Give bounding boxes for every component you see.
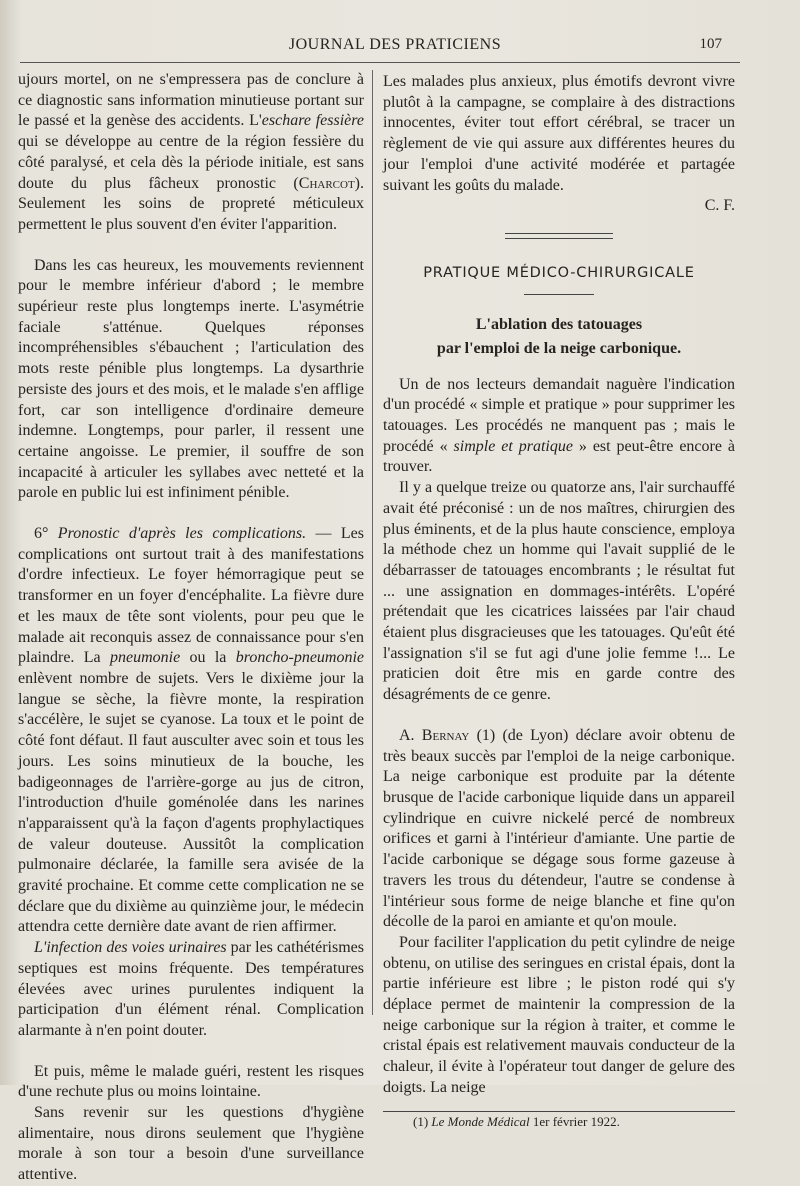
right-column: [383, 72, 735, 1132]
text-run: enlèvent nombre de sujets. Vers le dixième jour la langue se sèche, la fièvre monte, la respiration s'accélère, le sujet se cyanose. La toux et le point de côté font défaut. Il faut ausculter avec soin et tous les jours. Les soins minutieux de la bouche, les badigeonnages de l'arrière-gorge au jus de citron, l'introduction d'huile goménolée dans les narines n'apparaissent qu'à la façon d'agents prophylactiques de valeur douteuse. Aussitôt la complication pulmonaire déclarée, la famille sera avisée de la gravité prochaine. Et comme cette complication ne se déclare que du dixième au quinzième jour, le médecin attendra cette dernière date avant de rien affirmer.: [18, 669, 364, 936]
text-run: par les cathétérismes septiques est moins fréquente. Des températures élevées avec urines purulentes indiquent la participation d'un élément rénal. Complication alarmante à n'en point douter.: [18, 939, 364, 1039]
text-run: 6°: [34, 525, 58, 543]
paragraph: Et puis, même le malade guéri, restent les risques d'une rechute plus ou moins lointaine.: [18, 1062, 364, 1101]
text-run: ou la: [180, 649, 236, 667]
footnote: [383, 1112, 735, 1133]
short-rule-divider: [524, 294, 594, 295]
text-run: — Les complications ont surtout trait à des manifestations d'ordre infectieux. Le foyer hémorragique peut se transformer en un foyer d'encéphalite. La fièvre dure et les maux de tête sont violents, pour peu que le malade ait reconquis assez de connaissance pour s'en plaindre. La: [18, 525, 364, 667]
italic-term: L'infection des voies urinaires: [34, 939, 227, 957]
text-run: A.: [399, 726, 422, 744]
header-rule: [20, 62, 740, 63]
running-header: [20, 32, 770, 62]
paragraph: [18, 524, 364, 938]
left-column: [18, 70, 364, 1186]
text-run: 1er février 1922.: [529, 1113, 620, 1129]
italic-term: Le Monde Médical: [431, 1113, 530, 1129]
author-name: Bernay: [421, 726, 470, 744]
paragraph: Sans revenir sur les questions d'hygiène alimentaire, nous dirons seulement que l'hygiène morale à son tour a besoin d'une surveillance attentive.: [18, 1104, 364, 1184]
article-title-line: par l'emploi de la neige carbonique.: [436, 339, 682, 357]
author-name: Charcot: [298, 174, 355, 192]
italic-term: pneumonie: [109, 649, 181, 667]
italic-term: broncho-pneumonie: [235, 649, 365, 667]
paragraph: Dans les cas heureux, les mouvements reviennent pour le membre inférieur d'abord ; le membre supérieur reste plus longtemps inerte. L'asymétrie faciale s'atténue. Quelques réponses incompréhensibles s'ébauchent ; l'articulation des mots reste pénible plus longtemps. La dysarthrie persiste des jours et des mois, et le malade s'en afflige fort, car son intelligence d'ordinaire demeure indemne. Longtemps, pour parler, il ressent une certaine angoisse. Le premier, il souffre de son incapacité à articuler les syllabes avec netteté et la parole en public lui est infiniment pénible.: [18, 256, 364, 502]
column-divider: [372, 70, 373, 1015]
text-run: Un de nos lecteurs demandait naguère l'indication d'un procédé « simple et pratique » pour supprimer les tatouages. Les procédés ne manquent pas ; mais le procédé «: [383, 375, 735, 455]
text-run: qui se développe au centre de la région fessière du côté paralysé, et cela dès la période initiale, est sans doute du plus fâcheux pronostic (: [18, 133, 364, 192]
article-title-line: L'ablation des tatouages: [475, 315, 643, 333]
paragraph: Les malades plus anxieux, plus émotifs devront vivre plutôt à la campagne, se complaire à des distractions innocentes, éviter tout effort cérébral, se tracer un règlement de vie qui assure aux différentes heures du jour l'emploi d'une activité modérée et partagée suivant les goûts du malade.: [383, 73, 735, 194]
italic-term: eschare fessière: [261, 112, 364, 130]
section-title: PRATIQUE MÉDICO-CHIRURGICALE: [423, 264, 695, 281]
paragraph: [18, 938, 364, 1042]
paragraph: [383, 375, 735, 479]
text-run: (1) (de Lyon) déclare avoir obtenu de très beaux succès par l'emploi de la neige carbonique. La neige carbonique est produite par la détente brusque de l'acide carbonique liquide dans un appareil cylindrique en cuivre nickelé percé de nombreux orifices et garni à l'intérieur d'amiante. Une partie de l'acide carbonique se dégage sous forme gazeuse à travers les trous du détendeur, l'autre se condense à l'intérieur sous forme de neige blanche et fine qu'on décolle de la paroi en amiante et qu'on moule.: [383, 726, 735, 931]
subsection-heading: Pronostic d'après les complications.: [57, 525, 307, 543]
paragraph: Pour faciliter l'application du petit cylindre de neige obtenu, on utilise des seringues en cristal épais, dont la partie inférieure est libre ; le piston rodé qui s'y déplace permet de maintenir la compression de la neige carbonique sur la région à traiter, et comme le cristal épais est relativement mauvais conducteur de la chaleur, il évite à l'opérateur tout danger de gelure des doigts. La neige: [383, 933, 735, 1096]
text-run: ). Seulement les soins de propreté méticuleux permettent le plus souvent d'en éviter l'apparition.: [18, 174, 364, 233]
author-signature: C. F.: [704, 197, 735, 215]
article-title: [383, 313, 735, 361]
paragraph: [18, 70, 364, 236]
article-body: [383, 375, 735, 1099]
page-number: 107: [699, 36, 722, 52]
text-run: ujours mortel, on ne s'empressera pas de conclure à ce diagnostic sans information minutieuse portant sur le passé et la genèse des accidents. L': [18, 71, 364, 130]
paragraph: [383, 726, 735, 933]
journal-title: JOURNAL DES PRATICIENS: [288, 36, 502, 53]
italic-term: simple et pratique: [453, 437, 573, 455]
paragraph: Il y a quelque treize ou quatorze ans, l'air surchauffé avait été préconisé : un de nos maîtres, chirurgien des plus éminents, et de la plus haute conscience, employa la méthode chez un homme qui l'avait supplié de le débarrasser de tatouages encombrants ; le résultat fut ... une assignation en dommages-intérêts. L'opéré prétendait que les cicatrices laissées par l'air chaud étaient plus disgracieuses que les tatouages. Qu'eût été l'assignation s'il se fut agi d'une jolie femme !... Le praticien doit être mis en garde contre des désagréments de ce genre.: [383, 479, 735, 704]
double-rule-divider: [505, 233, 613, 239]
text-run: (1): [413, 1113, 432, 1129]
text-run: » est peut-être encore à trouver.: [383, 437, 735, 476]
